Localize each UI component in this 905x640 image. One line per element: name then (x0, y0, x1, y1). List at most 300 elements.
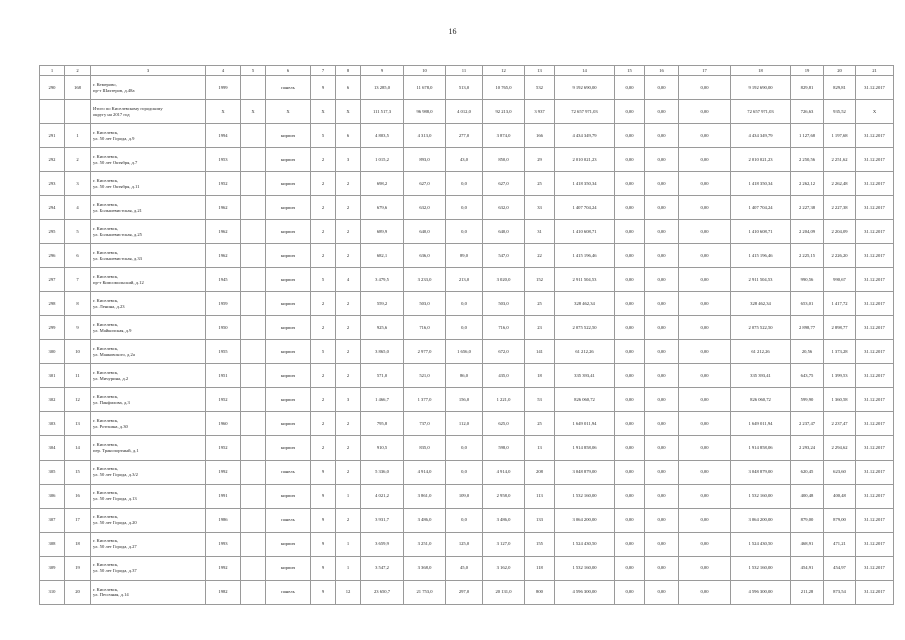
table-cell: 6 (65, 244, 91, 268)
table-cell: 1 914 858,06 (731, 436, 791, 460)
table-cell: 1986 (206, 508, 241, 532)
table-cell: 400,48 (791, 484, 824, 508)
table-cell: 2 010 021,23 (555, 148, 615, 172)
table-cell: 213,0 (446, 268, 483, 292)
table-cell: 0,00 (679, 124, 731, 148)
table-cell: 118 (525, 556, 555, 580)
table-cell: 0,00 (615, 340, 645, 364)
table-cell: 302 (40, 388, 65, 412)
table-cell: 25 (525, 172, 555, 196)
table-cell: 13 285,0 (361, 76, 404, 100)
column-number-cell: 9 (361, 66, 404, 76)
table-cell: 640,0 (483, 220, 525, 244)
table-cell: 13 (525, 436, 555, 460)
table-cell: 20 131,0 (483, 580, 525, 604)
table-cell: 3 251,0 (404, 532, 446, 556)
table-row (40, 340, 894, 364)
table-cell (241, 412, 266, 436)
table-cell: 31.12.2017 (856, 292, 894, 316)
table-cell: 0,0 (446, 316, 483, 340)
table-cell: 1 649 011,94 (555, 412, 615, 436)
table-cell: 2 075 522,50 (555, 316, 615, 340)
table-cell: 4 914,0 (404, 460, 446, 484)
table-cell: 0,00 (679, 508, 731, 532)
table-cell: 850,0 (483, 148, 525, 172)
table-cell: 0,0 (446, 292, 483, 316)
table-cell (241, 532, 266, 556)
table-cell: 873,54 (824, 580, 856, 604)
column-number-cell: 15 (615, 66, 645, 76)
address-cell: г. Киселевск, ул. Панфилова, д.3 (91, 388, 206, 412)
table-cell: 1 (336, 532, 361, 556)
table-cell: 4 434 349,79 (555, 124, 615, 148)
table-cell: 166 (525, 124, 555, 148)
table-cell: 23 650,7 (361, 580, 404, 604)
table-cell: 43,0 (446, 148, 483, 172)
table-cell: 716,0 (483, 316, 525, 340)
table-cell: 33 (525, 196, 555, 220)
address-cell: г. Киселевск, ул. 50 лет Города, д.13 (91, 484, 206, 508)
table-cell: 2 (336, 316, 361, 340)
table-cell: 3 (336, 388, 361, 412)
table-cell: 309 (40, 556, 65, 580)
table-cell: 0,00 (615, 460, 645, 484)
table-cell: 2 (311, 172, 336, 196)
table-cell: 23 (525, 316, 555, 340)
table-row (40, 508, 894, 532)
column-number-row (40, 66, 894, 76)
table-cell: 72 657 971,03 (555, 100, 615, 124)
table-cell: 0,00 (615, 436, 645, 460)
column-number-cell: 3 (91, 66, 206, 76)
table-cell (241, 364, 266, 388)
table-cell: 672,0 (483, 340, 525, 364)
table-cell: 15 (65, 460, 91, 484)
column-number-cell: 21 (856, 66, 894, 76)
table-cell: 0,00 (645, 460, 679, 484)
table-cell: 155 (525, 532, 555, 556)
table-cell: 990,56 (791, 268, 824, 292)
table-cell: 625,0 (483, 412, 525, 436)
table-cell: 31.12.2017 (856, 364, 894, 388)
table-cell: 1 524 430,50 (555, 532, 615, 556)
table-cell: 4 596 300,00 (555, 580, 615, 604)
table-cell: кирпич (266, 268, 311, 292)
table-cell: 503,0 (483, 292, 525, 316)
table-cell: 133 (525, 508, 555, 532)
table-cell: 471,21 (824, 532, 856, 556)
table-cell: 1 015,2 (361, 148, 404, 172)
table-cell: 0,0 (446, 460, 483, 484)
table-cell: 0,0 (446, 172, 483, 196)
table-cell: 5 (311, 268, 336, 292)
column-number-cell: 8 (336, 66, 361, 76)
table-cell: кирпич (266, 364, 311, 388)
table-cell (241, 316, 266, 340)
table-cell: 0,00 (679, 580, 731, 604)
column-number-cell: 4 (206, 66, 241, 76)
table-cell: 636,0 (404, 244, 446, 268)
table-cell: 21 753,0 (404, 580, 446, 604)
table-cell: 9 (311, 580, 336, 604)
table-cell: 2 075 522,50 (731, 316, 791, 340)
table-cell: 328 462,34 (555, 292, 615, 316)
table-cell: 303 (40, 412, 65, 436)
table-cell: 0,00 (615, 220, 645, 244)
table-cell: 0,00 (645, 340, 679, 364)
table-cell: 0,00 (679, 220, 731, 244)
table-cell: 0,00 (615, 292, 645, 316)
table-cell: 29 (525, 148, 555, 172)
table-cell: 468,91 (791, 532, 824, 556)
table-cell: 1952 (206, 436, 241, 460)
table-cell: 1 656,0 (446, 340, 483, 364)
table-cell: 208 (525, 460, 555, 484)
table-cell: 1 415 196,46 (555, 244, 615, 268)
table-cell: 2 (336, 364, 361, 388)
table-cell: 1 649 011,94 (731, 412, 791, 436)
table-cell: 1959 (206, 292, 241, 316)
table-cell: 168 (65, 76, 91, 100)
table-cell: 1951 (206, 364, 241, 388)
address-cell: г. Киселевск, ул. Большевистская, д.33 (91, 244, 206, 268)
table-cell: 4 434 349,79 (731, 124, 791, 148)
table-cell: 297,0 (446, 580, 483, 604)
table-cell: 2 (311, 244, 336, 268)
table-cell: 1 410 608,71 (555, 220, 615, 244)
address-cell: Итого по Киселевскому городскому округу на 2017 год (91, 100, 206, 124)
column-number-cell: 7 (311, 66, 336, 76)
table-cell: 2 250,56 (791, 148, 824, 172)
table-cell: 0,00 (615, 508, 645, 532)
table-cell: 0,00 (615, 532, 645, 556)
table-cell: 2 204,09 (791, 220, 824, 244)
table-cell: 1 (336, 484, 361, 508)
table-cell (65, 100, 91, 124)
table-cell: 4 596 300,00 (731, 580, 791, 604)
address-cell: г. Киселевск, ул. Ленина, д.23 (91, 292, 206, 316)
table-cell: 2 (336, 244, 361, 268)
table-cell: 726,63 (791, 100, 824, 124)
table-cell: 1 407 704,24 (555, 196, 615, 220)
table-cell: 1 127,68 (791, 124, 824, 148)
table-cell: 454,97 (824, 556, 856, 580)
table-cell: 0,00 (679, 388, 731, 412)
table-cell: 31.12.2017 (856, 244, 894, 268)
table-cell: 2 (311, 316, 336, 340)
table-cell: 0,00 (645, 100, 679, 124)
address-cell: г. Киселевск, ул. Мичурина, д.2 (91, 364, 206, 388)
address-cell: г. Киселевск, ул. Майкопская, д.9 (91, 316, 206, 340)
table-cell: 1 410 608,71 (731, 220, 791, 244)
table-cell: 1 (65, 124, 91, 148)
table-cell: 306 (40, 484, 65, 508)
table-cell: 2 (336, 196, 361, 220)
table-cell: 0,00 (679, 268, 731, 292)
table-row (40, 100, 894, 124)
column-number-cell: 5 (241, 66, 266, 76)
table-cell: 1 415 196,46 (731, 244, 791, 268)
table-cell: 1 197,68 (824, 124, 856, 148)
table-cell: 31.12.2017 (856, 436, 894, 460)
table-cell: 4 803,5 (361, 124, 404, 148)
table-cell: 2 227,38 (791, 196, 824, 220)
table-cell: 400,48 (824, 484, 856, 508)
table-cell: 2 (311, 196, 336, 220)
table-cell: 0,00 (679, 484, 731, 508)
table-cell: 3 865,0 (361, 340, 404, 364)
table-cell: 1 407 704,24 (731, 196, 791, 220)
table-cell: 879,00 (791, 508, 824, 532)
table-cell: 31.12.2017 (856, 268, 894, 292)
table-cell: 620,45 (791, 460, 824, 484)
table-cell: 31.12.2017 (856, 148, 894, 172)
column-number-cell: 6 (266, 66, 311, 76)
table-cell (40, 100, 65, 124)
table-cell: 31.12.2017 (856, 556, 894, 580)
table-cell: 0,00 (615, 364, 645, 388)
address-cell: г. Киселевск, ул. Большевистская, д.21 (91, 196, 206, 220)
table-cell: 0,00 (679, 340, 731, 364)
table-cell: 3 937 (525, 100, 555, 124)
table-cell: 277,0 (446, 124, 483, 148)
address-cell: г. Киселевск, ул. 50 лет Города, д.9 (91, 124, 206, 148)
table-cell: 2 262,48 (824, 172, 856, 196)
table-cell: 31 (525, 220, 555, 244)
table-cell: 3 127,0 (483, 532, 525, 556)
table-cell: 990,67 (824, 268, 856, 292)
table-cell: 4 313,0 (404, 124, 446, 148)
table-row (40, 292, 894, 316)
table-cell: 6 (336, 76, 361, 100)
table-cell (241, 196, 266, 220)
table-cell: 3 874,0 (483, 124, 525, 148)
table-cell: 1991 (206, 484, 241, 508)
table-cell: 2 (65, 148, 91, 172)
table-cell: 599,90 (791, 388, 824, 412)
table-cell: кирпич (266, 340, 311, 364)
table-cell: 304 (40, 436, 65, 460)
table-cell: 0,00 (679, 364, 731, 388)
table-cell: 31.12.2017 (856, 220, 894, 244)
table-cell: 45,0 (446, 556, 483, 580)
table-cell: 1999 (206, 76, 241, 100)
table-cell (241, 172, 266, 196)
address-cell: г. Киселевск, ул. 50 лет Города, д.20 (91, 508, 206, 532)
table-cell: X (266, 100, 311, 124)
table-cell: 53 (525, 388, 555, 412)
table-row (40, 196, 894, 220)
table-cell: 0,00 (615, 100, 645, 124)
table-cell: 113 (525, 484, 555, 508)
table-cell: 1 399,53 (824, 364, 856, 388)
table-cell: 679,6 (361, 196, 404, 220)
table-cell: 2 977,0 (404, 340, 446, 364)
table-cell: 2 911 504,53 (731, 268, 791, 292)
table-cell: 335 393,41 (555, 364, 615, 388)
table-cell: 31.12.2017 (856, 76, 894, 100)
table-cell: 1 532 160,00 (555, 484, 615, 508)
table-cell: 1960 (206, 412, 241, 436)
address-cell: г. Киселевск, ул. 50 лет Города, д.27 (91, 532, 206, 556)
table-cell: 1955 (206, 340, 241, 364)
table-cell: 829,81 (791, 76, 824, 100)
table-cell: 20 (65, 580, 91, 604)
table-cell: 0,00 (645, 436, 679, 460)
table-cell: 9 (311, 460, 336, 484)
table-cell: 3 931,7 (361, 508, 404, 532)
table-cell (241, 340, 266, 364)
table-cell: X (241, 100, 266, 124)
table-row (40, 436, 894, 460)
table-cell: кирпич (266, 148, 311, 172)
table-cell (241, 292, 266, 316)
table-cell: 503,0 (404, 292, 446, 316)
table-cell: 1 360,58 (824, 388, 856, 412)
address-cell: г. Киселевск, пер. Транспортный, д.1 (91, 436, 206, 460)
table-cell: 299 (40, 316, 65, 340)
table-cell: 3 020,0 (483, 268, 525, 292)
table-cell: 2 (336, 508, 361, 532)
housing-register-table (39, 65, 894, 605)
table-cell: 925,6 (361, 316, 404, 340)
table-cell: 2 (311, 364, 336, 388)
table-cell: 935,52 (824, 100, 856, 124)
table-cell: 300 (40, 340, 65, 364)
column-number-cell: 10 (404, 66, 446, 76)
column-number-cell: 11 (446, 66, 483, 76)
table-cell: 0,00 (615, 316, 645, 340)
table-cell: 13 (65, 412, 91, 436)
table-cell: 31.12.2017 (856, 412, 894, 436)
table-cell: 0,00 (645, 484, 679, 508)
table-cell (241, 76, 266, 100)
table-cell: 86,0 (446, 364, 483, 388)
table-cell: 0,00 (679, 244, 731, 268)
table-cell: 20,56 (791, 340, 824, 364)
table-cell: 1 377,0 (404, 388, 446, 412)
table-cell: 0,00 (615, 148, 645, 172)
table-cell: 31.12.2017 (856, 340, 894, 364)
table-cell: 2 204,09 (824, 220, 856, 244)
table-row (40, 580, 894, 604)
table-cell: 7 (65, 268, 91, 292)
table-row (40, 316, 894, 340)
table-row (40, 532, 894, 556)
table-cell: 2 (311, 292, 336, 316)
table-cell: 1962 (206, 244, 241, 268)
table-cell: кирпич (266, 532, 311, 556)
table-cell: 8 (65, 292, 91, 316)
table-cell: 1 221,0 (483, 388, 525, 412)
table-cell: 716,0 (404, 316, 446, 340)
table-cell: 3 162,0 (483, 556, 525, 580)
table-cell: 0,00 (615, 484, 645, 508)
table-cell: 3 064 200,00 (731, 508, 791, 532)
table-cell: 2 898,77 (791, 316, 824, 340)
table-cell: кирпич (266, 172, 311, 196)
table-cell: 632,0 (404, 196, 446, 220)
table-cell: 0,00 (615, 412, 645, 436)
table-cell: 0,00 (615, 172, 645, 196)
table-cell: 109,0 (446, 484, 483, 508)
address-cell: г. Киселевск, ул. 50 лет Города, д.3/2 (91, 460, 206, 484)
table-cell: 1992 (206, 460, 241, 484)
table-cell: 211,28 (791, 580, 824, 604)
table-cell: 910,5 (361, 436, 404, 460)
table-cell: 2 262,12 (791, 172, 824, 196)
table-cell: 31.12.2017 (856, 124, 894, 148)
table-cell: X (206, 100, 241, 124)
table-cell: 795,8 (361, 412, 404, 436)
table-cell: 9 (311, 508, 336, 532)
table-cell: 328 462,34 (731, 292, 791, 316)
table-cell: 18 (65, 532, 91, 556)
table-cell: 25 (525, 292, 555, 316)
table-cell: 1 532 160,00 (731, 484, 791, 508)
table-cell (241, 460, 266, 484)
table-cell: X (311, 100, 336, 124)
table-cell: 0,00 (615, 580, 645, 604)
table-cell: 2 (311, 388, 336, 412)
table-cell: 1945 (206, 268, 241, 292)
table-cell: 295 (40, 220, 65, 244)
address-cell: г. Кемерово, пр-т Шахтеров, д.48а (91, 76, 206, 100)
table-cell: 6 (336, 124, 361, 148)
table-cell: 92 213,0 (483, 100, 525, 124)
table-cell: 1953 (206, 148, 241, 172)
table-cell: 2 (336, 172, 361, 196)
table-cell: 3 479,5 (361, 268, 404, 292)
table-cell: 4 (65, 196, 91, 220)
table-cell: 1952 (206, 172, 241, 196)
table-cell: 1962 (206, 196, 241, 220)
table-cell (241, 484, 266, 508)
table-cell: 1 466,7 (361, 388, 404, 412)
table-cell: 627,0 (483, 172, 525, 196)
table-cell: 156,0 (446, 388, 483, 412)
table-cell: 0,00 (679, 292, 731, 316)
table-cell: X (336, 100, 361, 124)
table-cell: 2 (336, 436, 361, 460)
table-cell: 0,00 (645, 556, 679, 580)
table-cell: 0,00 (645, 172, 679, 196)
table-cell: 31.12.2017 (856, 532, 894, 556)
address-cell: г. Киселевск, пр-т Комсомольский, д.12 (91, 268, 206, 292)
table-cell: 3 (336, 148, 361, 172)
table-cell: 689,9 (361, 220, 404, 244)
table-cell (241, 388, 266, 412)
table-row (40, 412, 894, 436)
address-cell: г. Киселевск, ул. 50 лет Октября, д.11 (91, 172, 206, 196)
table-cell: 96 988,0 (404, 100, 446, 124)
table-cell: 1994 (206, 124, 241, 148)
table-row (40, 76, 894, 100)
table-cell: 0,00 (679, 532, 731, 556)
table-cell: панель (266, 460, 311, 484)
table-cell: 623,60 (824, 460, 856, 484)
table-cell: 2 (311, 148, 336, 172)
table-cell: 1 418 350,34 (731, 172, 791, 196)
table-cell: 5 336,0 (361, 460, 404, 484)
table-cell: 0,00 (615, 244, 645, 268)
column-number-cell: 14 (555, 66, 615, 76)
table-cell: 307 (40, 508, 65, 532)
table-cell: 31.12.2017 (856, 508, 894, 532)
table-cell: 0,00 (645, 220, 679, 244)
table-cell: 0,00 (615, 268, 645, 292)
table-cell: 2 (336, 460, 361, 484)
